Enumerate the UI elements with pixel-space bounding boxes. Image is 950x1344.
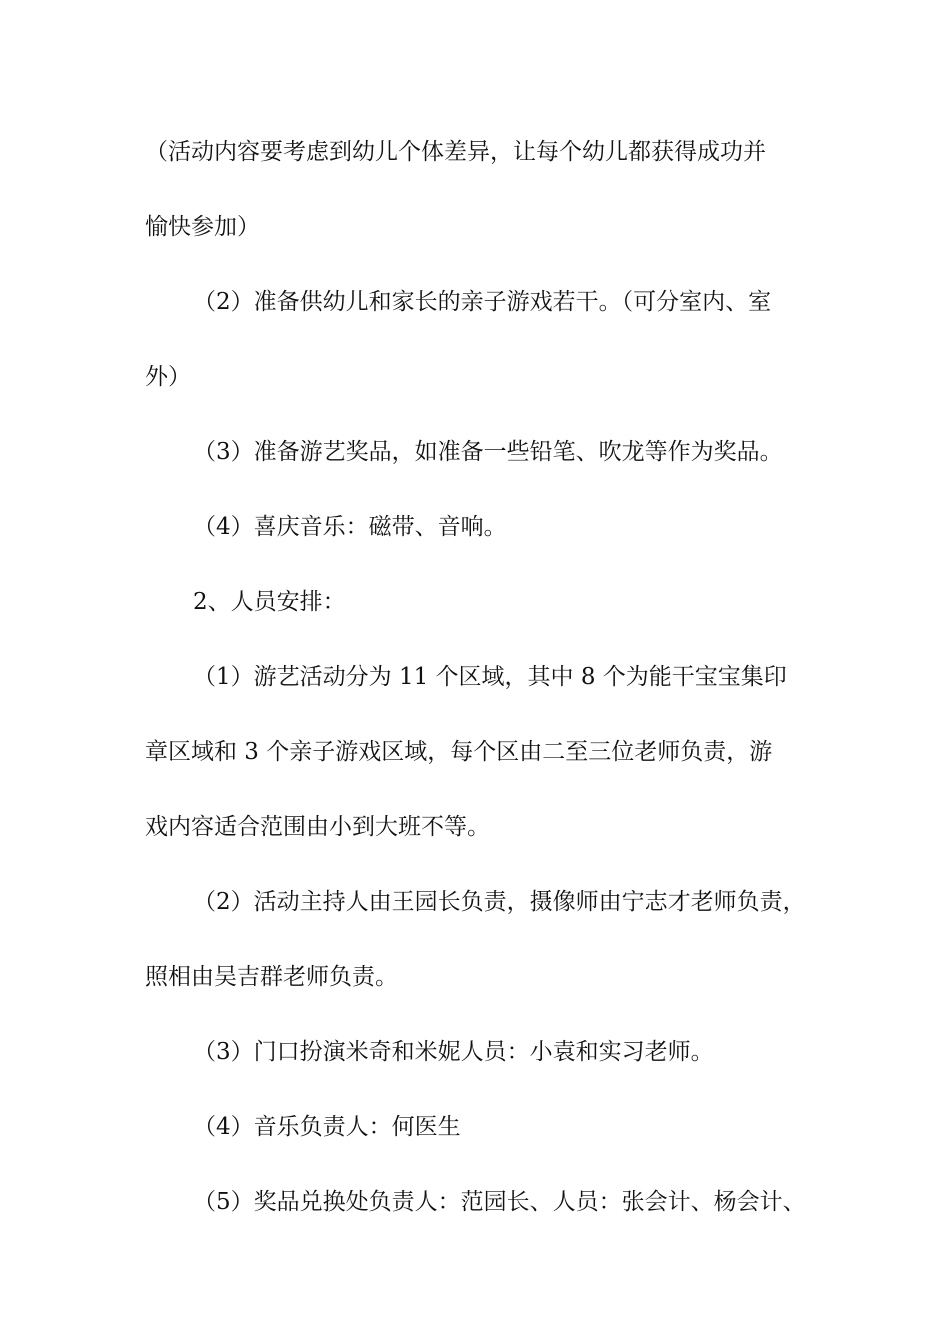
text-line: （4）喜庆音乐：磁带、音响。	[193, 514, 507, 540]
text-line: （2）准备供幼儿和家长的亲子游戏若干。（可分室内、室	[193, 289, 772, 315]
text-line: 戏内容适合范围由小到大班不等。	[145, 814, 490, 840]
text-line: （2）活动主持人由王园长负责，摄像师由宁志才老师负责，	[193, 889, 806, 915]
text-line: （3）准备游艺奖品，如准备一些铅笔、吹龙等作为奖品。	[193, 439, 783, 465]
text-line: （3）门口扮演米奇和米妮人员：小袁和实习老师。	[193, 1039, 714, 1065]
text-line: 章区域和 3 个亲子游戏区域，每个区由二至三位老师负责，游	[145, 739, 773, 765]
text-line: （活动内容要考虑到幼儿个体差异，让每个幼儿都获得成功并	[145, 139, 766, 165]
section-heading: 2、人员安排：	[193, 589, 346, 615]
text-line: （4）音乐负责人：何医生	[193, 1114, 461, 1140]
text-line: 照相由吴吉群老师负责。	[145, 964, 398, 990]
text-line: （5）奖品兑换处负责人：范园长、人员：张会计、杨会计、	[193, 1189, 806, 1215]
text-line: 愉快参加）	[145, 214, 260, 240]
text-line: 外）	[145, 364, 191, 390]
text-line: （1）游艺活动分为 11 个区域，其中 8 个为能干宝宝集印	[193, 664, 787, 690]
